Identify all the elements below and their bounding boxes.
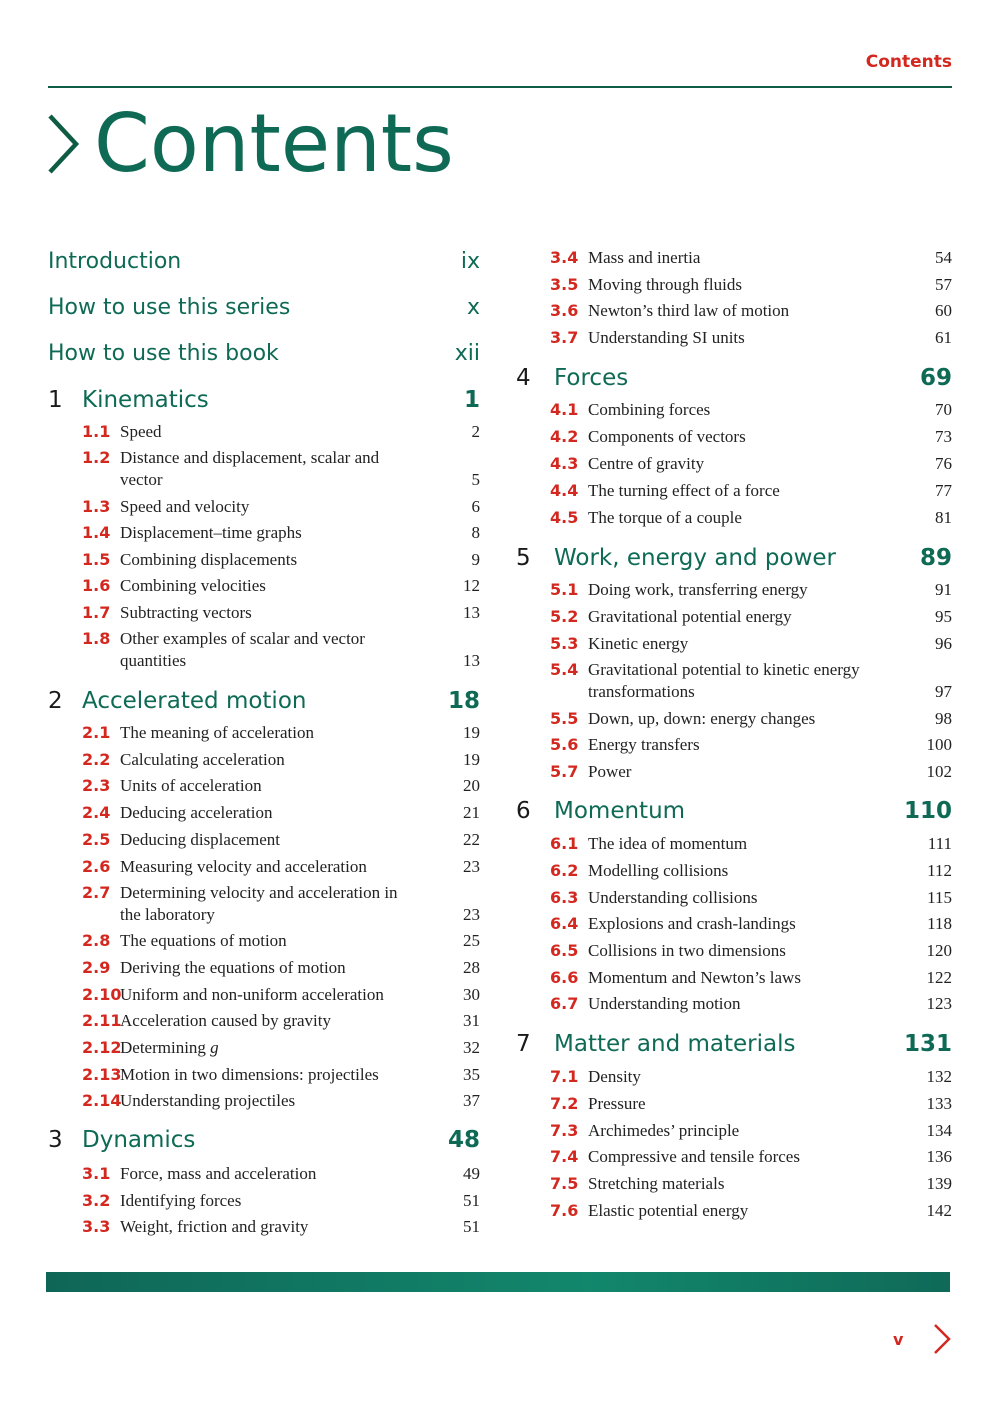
toc-section[interactable] [516,734,952,756]
chapter-number: 1 [48,387,63,413]
section-page: 73 [935,427,952,446]
section-number: 5.3 [550,634,579,653]
section-number: 3.6 [550,301,579,320]
chapter-title: Work, energy and power [554,545,836,571]
section-number: 5.1 [550,580,579,599]
section-number: 1.5 [82,550,111,569]
section-title: Understanding motion [588,994,741,1013]
section-page: 13 [463,651,480,670]
section-number: 2.14 [82,1091,122,1110]
chapter-page: 18 [447,688,480,714]
section-number: 5.7 [550,762,579,781]
section-title: Gravitational potential energy [588,607,792,626]
section-title: The torque of a couple [588,508,742,527]
section-number: 4.1 [550,400,579,419]
toc-section[interactable] [48,856,480,878]
section-page: 54 [935,248,952,267]
front-title: How to use this book [48,341,279,366]
toc-section[interactable] [48,1163,480,1185]
section-page: 91 [935,580,952,599]
section-title: Modelling collisions [588,861,729,880]
toc-section[interactable] [516,1146,952,1168]
chapter-number: 4 [516,365,531,391]
header-rule [48,86,952,88]
section-number: 3.5 [550,275,579,294]
section-page: 134 [926,1121,952,1140]
section-number: 2.10 [82,985,122,1004]
toc-section[interactable] [516,860,952,882]
section-page: 70 [935,400,952,419]
section-page: 95 [935,607,952,626]
toc-section[interactable] [48,1190,480,1212]
toc-chapter-7[interactable] [516,1031,952,1057]
toc-section[interactable] [48,1216,480,1238]
section-number: 4.3 [550,454,579,473]
toc-section[interactable] [48,984,480,1006]
section-title: Components of vectors [588,427,746,446]
toc-section[interactable] [516,633,952,655]
toc-section[interactable] [516,887,952,909]
chapter-number: 5 [516,545,531,571]
section-number: 3.1 [82,1164,111,1183]
page-title-text: Contents [94,97,454,190]
toc-section[interactable] [516,1066,952,1088]
section-title: Determining velocity and acceleration in the laboratory [120,883,398,924]
chapter-title: Momentum [554,798,686,824]
footer-band [46,1272,950,1292]
section-title: Distance and displacement, scalar and vector [120,448,380,489]
chapter-page: 48 [447,1127,480,1153]
chapter-number: 7 [516,1031,531,1057]
front-page: ix [460,249,480,274]
chevron-right-icon [46,112,80,176]
section-number: 7.4 [550,1147,579,1166]
section-number: 1.2 [82,448,111,467]
section-number: 7.2 [550,1094,579,1113]
section-number: 2.9 [82,958,111,977]
chapter-page: 1 [463,387,480,413]
toc-section[interactable] [48,829,480,851]
chapter-page: 69 [919,365,952,391]
section-title: Combining velocities [120,576,266,595]
section-page: 49 [463,1164,480,1183]
section-number: 6.1 [550,834,579,853]
toc-section[interactable] [48,575,480,597]
section-page: 139 [926,1174,952,1193]
page-title [46,97,454,190]
section-title: Power [588,762,632,781]
section-number: 7.6 [550,1201,579,1220]
section-page: 76 [935,454,952,473]
chapter-title: Forces [554,365,629,391]
section-page: 21 [463,803,480,822]
section-title: Speed [120,422,162,441]
section-number: 3.3 [82,1217,111,1236]
section-number: 2.2 [82,750,111,769]
section-number: 4.5 [550,508,579,527]
toc-section[interactable] [516,606,952,628]
section-page: 23 [463,857,480,876]
section-title: Force, mass and acceleration [120,1164,317,1183]
chapter-title: Accelerated motion [82,688,307,714]
section-title: Pressure [588,1094,646,1113]
section-number: 2.7 [82,883,111,902]
toc-section[interactable] [48,522,480,544]
toc-section[interactable] [48,1090,480,1112]
toc-section[interactable] [48,749,480,771]
toc-front-entry[interactable] [48,341,480,366]
section-page: 115 [927,888,952,907]
section-page: 2 [471,422,480,441]
section-number: 5.6 [550,735,579,754]
section-title: Moving through fluids [588,275,742,294]
toc-section[interactable] [516,1200,952,1222]
toc-section[interactable] [48,602,480,624]
section-title: Speed and velocity [120,497,250,516]
section-number: 1.6 [82,576,111,595]
front-page: xii [454,341,480,366]
section-title: Understanding projectiles [120,1091,296,1110]
section-number: 1.1 [82,422,111,441]
toc-section[interactable] [516,761,952,783]
toc-section[interactable] [516,659,952,703]
section-number: 6.3 [550,888,579,907]
section-title: Gravitational potential to kinetic energy transformations [588,660,860,701]
section-page: 32 [463,1038,480,1057]
section-title: Archimedes’ principle [588,1121,740,1140]
section-page: 133 [926,1094,952,1113]
next-page-chevron-icon[interactable] [932,1322,952,1356]
toc-section[interactable] [516,1093,952,1115]
section-title: Mass and inertia [588,248,701,267]
section-title: Other examples of scalar and vector quantities [120,629,365,670]
section-number: 5.4 [550,660,579,679]
toc-section[interactable] [516,708,952,730]
section-title: Measuring velocity and acceleration [120,857,367,876]
section-title: Weight, friction and gravity [120,1217,309,1236]
page-number: v [893,1330,904,1349]
front-title: How to use this series [48,295,291,320]
section-page: 57 [935,275,952,294]
front-title: Introduction [48,249,182,274]
section-page: 132 [926,1067,952,1086]
section-title: Understanding SI units [588,328,745,347]
chapter-title: Kinematics [82,387,209,413]
toc-section[interactable] [516,274,952,296]
toc-section[interactable] [516,453,952,475]
section-title: Deducing displacement [120,830,281,849]
section-title: Combining forces [588,400,711,419]
section-number: 3.7 [550,328,579,347]
toc-section[interactable] [516,327,952,349]
toc-section[interactable] [516,1173,952,1195]
toc-section[interactable] [516,300,952,322]
section-page: 12 [463,576,480,595]
toc-section[interactable] [48,930,480,952]
section-title: Understanding collisions [588,888,758,907]
section-number: 2.11 [82,1011,122,1030]
section-page: 5 [471,470,480,489]
toc-section[interactable] [516,1120,952,1142]
section-title: The turning effect of a force [588,481,780,500]
section-page: 28 [463,958,480,977]
section-title: Compressive and tensile forces [588,1147,800,1166]
toc-section[interactable] [48,722,480,744]
toc-section[interactable] [516,940,952,962]
section-page: 37 [463,1091,480,1110]
toc-section[interactable] [516,967,952,989]
section-number: 1.7 [82,603,111,622]
section-page: 136 [926,1147,952,1166]
section-number: 1.8 [82,629,111,648]
chapter-title: Dynamics [82,1127,196,1153]
variable-g: g [210,1038,219,1057]
front-page: x [466,295,480,320]
toc-section[interactable] [516,993,952,1015]
section-number: 6.7 [550,994,579,1013]
section-number: 7.5 [550,1174,579,1193]
section-page: 96 [935,634,952,653]
section-page: 35 [463,1065,480,1084]
toc-section[interactable] [48,421,480,443]
toc-section[interactable] [516,399,952,421]
section-title: Deducing acceleration [120,803,273,822]
section-page: 8 [471,523,480,542]
section-title: Explosions and crash-landings [588,914,796,933]
section-page: 25 [463,931,480,950]
toc-chapter-2[interactable] [48,688,480,714]
toc-section[interactable] [516,507,952,529]
section-title: Centre of gravity [588,454,705,473]
section-number: 6.4 [550,914,579,933]
section-number: 6.5 [550,941,579,960]
toc-section[interactable] [516,833,952,855]
section-number: 5.2 [550,607,579,626]
section-page: 77 [935,481,952,500]
section-page: 102 [926,762,952,781]
toc-chapter-3[interactable] [48,1127,480,1153]
section-number: 2.1 [82,723,111,742]
section-page: 122 [926,968,952,987]
section-number: 7.3 [550,1121,579,1140]
section-title: Energy transfers [588,735,700,754]
section-number: 2.4 [82,803,111,822]
toc-section[interactable] [48,1064,480,1086]
toc-section[interactable] [48,775,480,797]
section-page: 6 [471,497,480,516]
section-number: 6.2 [550,861,579,880]
toc-section[interactable] [516,426,952,448]
toc-section[interactable] [48,802,480,824]
section-page: 9 [471,550,480,569]
running-head: Contents [865,52,952,72]
section-page: 81 [935,508,952,527]
section-page: 23 [463,905,480,924]
toc-chapter-1[interactable] [48,387,480,413]
section-title: Collisions in two dimensions [588,941,786,960]
section-page: 22 [463,830,480,849]
section-page: 142 [926,1201,952,1220]
toc-section[interactable] [48,957,480,979]
toc-section[interactable] [48,1037,480,1059]
section-title: The equations of motion [120,931,287,950]
section-number: 2.8 [82,931,111,950]
toc-section[interactable] [516,913,952,935]
section-number: 1.3 [82,497,111,516]
section-title: Stretching materials [588,1174,725,1193]
section-page: 98 [935,709,952,728]
chapter-number: 3 [48,1127,63,1153]
section-number: 2.3 [82,776,111,795]
chapter-page: 110 [903,798,952,824]
section-number: 1.4 [82,523,111,542]
section-title: Identifying forces [120,1191,242,1210]
section-title: Subtracting vectors [120,603,252,622]
toc-front-entry[interactable] [48,295,480,320]
section-number: 2.13 [82,1065,122,1084]
section-page: 118 [927,914,952,933]
toc-section[interactable] [48,549,480,571]
section-title: Kinetic energy [588,634,689,653]
section-title: Elastic potential energy [588,1201,749,1220]
section-number: 6.6 [550,968,579,987]
toc-section[interactable] [516,579,952,601]
chapter-title: Matter and materials [554,1031,796,1057]
toc-chapter-5[interactable] [516,545,952,571]
section-number: 2.12 [82,1038,122,1057]
section-page: 120 [926,941,952,960]
section-page: 51 [463,1217,480,1236]
toc-section[interactable] [516,247,952,269]
toc-section[interactable] [48,628,480,672]
section-title: Combining displacements [120,550,298,569]
section-title: Deriving the equations of motion [120,958,346,977]
chapter-number: 6 [516,798,531,824]
section-title: Density [588,1067,641,1086]
section-title: Determining g [120,1038,219,1057]
toc-front-entry[interactable] [48,249,480,274]
section-number: 4.4 [550,481,579,500]
toc-section[interactable] [48,882,480,926]
section-page: 123 [926,994,952,1013]
section-page: 19 [463,723,480,742]
section-title: Doing work, transferring energy [588,580,808,599]
section-page: 100 [926,735,952,754]
section-page: 19 [463,750,480,769]
toc-section[interactable] [48,496,480,518]
section-number: 2.6 [82,857,111,876]
section-title: Uniform and non-uniform acceleration [120,985,384,1004]
section-title: Calculating acceleration [120,750,285,769]
chapter-page: 89 [919,545,952,571]
section-title: The meaning of acceleration [120,723,314,742]
section-title: The idea of momentum [588,834,748,853]
section-page: 60 [935,301,952,320]
toc-section[interactable] [48,447,480,491]
section-page: 13 [463,603,480,622]
toc-chapter-6[interactable] [516,798,952,824]
section-title: Momentum and Newton’s laws [588,968,801,987]
section-page: 20 [463,776,480,795]
chapter-page: 131 [903,1031,952,1057]
section-number: 3.2 [82,1191,111,1210]
section-title: Down, up, down: energy changes [588,709,816,728]
section-page: 51 [463,1191,480,1210]
section-page: 112 [927,861,952,880]
section-number: 4.2 [550,427,579,446]
toc-chapter-4[interactable] [516,365,952,391]
section-title: Units of acceleration [120,776,262,795]
section-number: 2.5 [82,830,111,849]
section-page: 61 [935,328,952,347]
section-title: Newton’s third law of motion [588,301,790,320]
section-title: Motion in two dimensions: projectiles [120,1065,379,1084]
toc-section[interactable] [516,480,952,502]
section-page: 31 [463,1011,480,1030]
section-number: 5.5 [550,709,579,728]
section-number: 7.1 [550,1067,579,1086]
section-title: Displacement–time graphs [120,523,302,542]
section-page: 97 [935,682,952,701]
chapter-number: 2 [48,688,63,714]
section-title: Acceleration caused by gravity [120,1011,331,1030]
section-page: 111 [927,834,952,853]
section-page: 30 [463,985,480,1004]
section-number: 3.4 [550,248,579,267]
toc-section[interactable] [48,1010,480,1032]
